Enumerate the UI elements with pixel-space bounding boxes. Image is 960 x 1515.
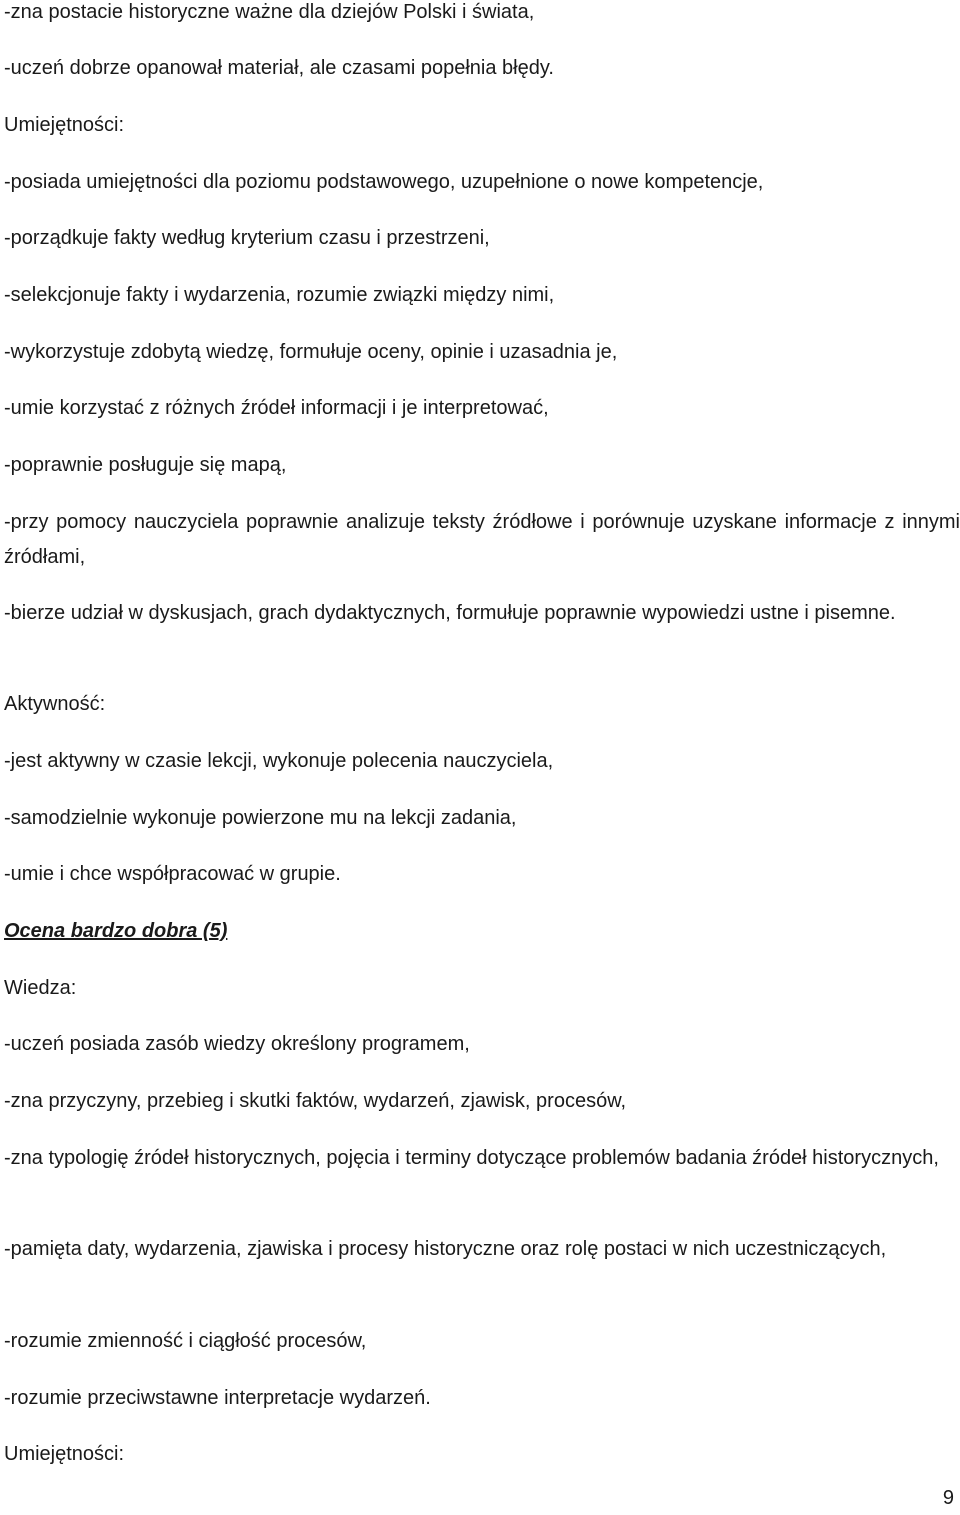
page-number: 9	[942, 1487, 954, 1509]
list-item: -zna przyczyny, przebieg i skutki faktów, wydarzeń, zjawisk, procesów,	[4, 1090, 627, 1112]
list-item: -pamięta daty, wydarzenia, zjawiska i procesy historyczne oraz rolę postaci w nich uczestniczących,	[4, 1238, 887, 1260]
section-label-umiejetnosci: Umiejętności:	[4, 114, 125, 136]
list-item: -posiada umiejętności dla poziomu podstawowego, uzupełnione o nowe kompetencje,	[4, 171, 764, 193]
list-item: -umie i chce współpracować w grupie.	[4, 863, 341, 885]
list-item: -rozumie zmienność i ciągłość procesów,	[4, 1330, 367, 1352]
list-item: -samodzielnie wykonuje powierzone mu na lekcji zadania,	[4, 807, 517, 829]
list-item: -umie korzystać z różnych źródeł informacji i je interpretować,	[4, 397, 549, 419]
list-item: -poprawnie posługuje się mapą,	[4, 454, 287, 476]
list-item: -rozumie przeciwstawne interpretacje wydarzeń.	[4, 1387, 431, 1409]
list-item: -zna typologię źródeł historycznych, pojęcia i terminy dotyczące problemów badania źródeł historycznych,	[4, 1147, 939, 1169]
grade-heading: Ocena bardzo dobra (5)	[4, 920, 228, 942]
list-item: -selekcjonuje fakty i wydarzenia, rozumie związki między nimi,	[4, 284, 555, 306]
list-item: -wykorzystuje zdobytą wiedzę, formułuje oceny, opinie i uzasadnia je,	[4, 341, 618, 363]
list-item: -zna postacie historyczne ważne dla dziejów Polski i świata,	[4, 1, 535, 23]
list-item: -porządkuje fakty według kryterium czasu i przestrzeni,	[4, 227, 490, 249]
list-item: -bierze udział w dyskusjach, grach dydaktycznych, formułuje poprawnie wypowiedzi ustne i pisemne.	[4, 602, 896, 624]
list-item: -uczeń posiada zasób wiedzy określony programem,	[4, 1033, 470, 1055]
section-label-umiejetnosci: Umiejętności:	[4, 1443, 125, 1465]
section-label-aktywnosc: Aktywność:	[4, 693, 106, 715]
list-item: -przy pomocy nauczyciela poprawnie analizuje teksty źródłowe i porównuje uzyskane informacje z innymi źródłami,	[4, 511, 960, 568]
list-item: -uczeń dobrze opanował materiał, ale czasami popełnia błędy.	[4, 57, 554, 79]
section-label-wiedza: Wiedza:	[4, 977, 77, 999]
list-item: -jest aktywny w czasie lekcji, wykonuje polecenia nauczyciela,	[4, 750, 554, 772]
